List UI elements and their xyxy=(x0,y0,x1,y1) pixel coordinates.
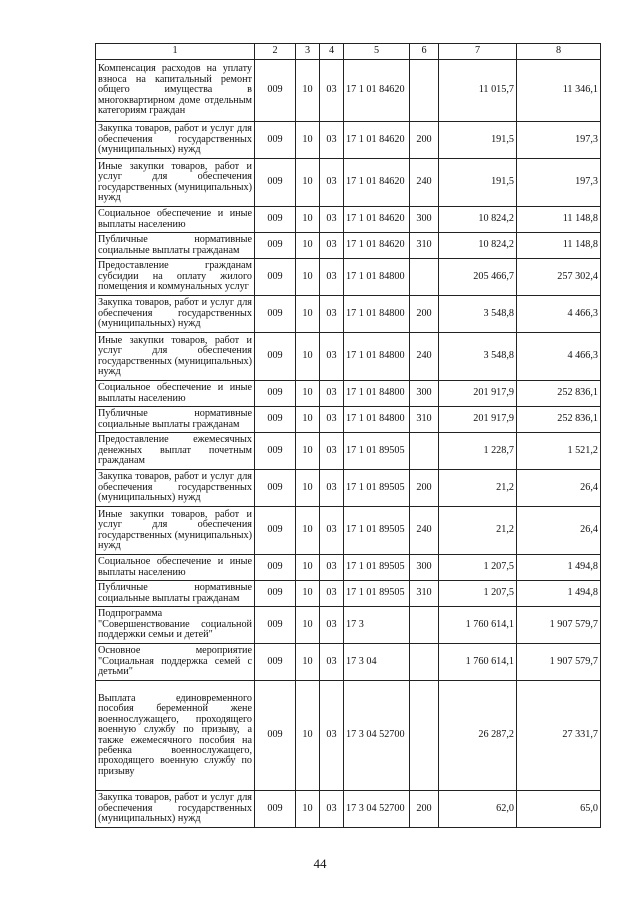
budget-table xyxy=(95,43,601,828)
table-cell-target-article: 17 1 01 89505 xyxy=(344,555,410,581)
table-cell-section: 10 xyxy=(296,791,320,828)
table-cell-section: 10 xyxy=(296,681,320,791)
table-cell-name: Предоставление гражданам субсидии на оплату жилого помещения и коммунальных услуг xyxy=(96,259,255,296)
table-cell-target-article: 17 1 01 89505 xyxy=(344,433,410,470)
table-cell-amount: 4 466,3 xyxy=(517,333,601,381)
table-cell-section: 10 xyxy=(296,60,320,122)
table-cell-amount: 11 148,8 xyxy=(517,207,601,233)
table-cell-amount: 1 207,5 xyxy=(439,581,517,607)
table-cell-amount: 191,5 xyxy=(439,122,517,159)
table-cell-subsection: 03 xyxy=(320,644,344,681)
table-row xyxy=(96,207,601,233)
table-cell-code: 009 xyxy=(255,333,296,381)
table-row xyxy=(96,791,601,828)
table-cell-name: Закупка товаров, работ и услуг для обеспечения государственных (муниципальных) нужд xyxy=(96,296,255,333)
table-cell-amount: 21,2 xyxy=(439,470,517,507)
table-row xyxy=(96,681,601,791)
table-cell-expense-type: 200 xyxy=(410,470,439,507)
table-cell-code: 009 xyxy=(255,207,296,233)
table-cell-amount: 27 331,7 xyxy=(517,681,601,791)
table-cell-expense-type xyxy=(410,607,439,644)
table-cell-name: Закупка товаров, работ и услуг для обеспечения государственных (муниципальных) нужд xyxy=(96,122,255,159)
table-cell-code: 009 xyxy=(255,433,296,470)
table-cell-subsection: 03 xyxy=(320,207,344,233)
table-cell-code: 009 xyxy=(255,233,296,259)
table-cell-amount: 1 760 614,1 xyxy=(439,607,517,644)
table-cell-amount: 1 907 579,7 xyxy=(517,607,601,644)
table-cell-amount: 257 302,4 xyxy=(517,259,601,296)
table-cell-code: 009 xyxy=(255,60,296,122)
table-cell-name: Иные закупки товаров, работ и услуг для обеспечения государственных (муниципальных) нужд xyxy=(96,507,255,555)
table-cell-target-article: 17 1 01 84800 xyxy=(344,333,410,381)
table-cell-expense-type: 310 xyxy=(410,581,439,607)
table-cell-target-article: 17 1 01 84800 xyxy=(344,407,410,433)
table-cell-code: 009 xyxy=(255,607,296,644)
table-cell-code: 009 xyxy=(255,507,296,555)
table-cell-amount: 10 824,2 xyxy=(439,233,517,259)
table-cell-section: 10 xyxy=(296,470,320,507)
table-cell-expense-type: 240 xyxy=(410,159,439,207)
table-cell-name: Иные закупки товаров, работ и услуг для обеспечения государственных (муниципальных) нужд xyxy=(96,333,255,381)
table-cell-section: 10 xyxy=(296,207,320,233)
table-cell-target-article: 17 1 01 84620 xyxy=(344,159,410,207)
table-cell-amount: 252 836,1 xyxy=(517,381,601,407)
table-cell-amount: 21,2 xyxy=(439,507,517,555)
table-cell-code: 009 xyxy=(255,644,296,681)
table-cell-amount: 11 148,8 xyxy=(517,233,601,259)
table-row xyxy=(96,581,601,607)
table-cell-amount: 26,4 xyxy=(517,470,601,507)
table-cell-name: Публичные нормативные социальные выплаты гражданам xyxy=(96,581,255,607)
table-cell-expense-type: 240 xyxy=(410,333,439,381)
table-cell-target-article: 17 1 01 84620 xyxy=(344,122,410,159)
table-cell-target-article: 17 1 01 89505 xyxy=(344,581,410,607)
table-cell-subsection: 03 xyxy=(320,607,344,644)
column-header: 7 xyxy=(439,44,517,60)
table-cell-expense-type xyxy=(410,259,439,296)
table-cell-subsection: 03 xyxy=(320,581,344,607)
table-cell-expense-type xyxy=(410,644,439,681)
table-cell-section: 10 xyxy=(296,381,320,407)
table-row xyxy=(96,555,601,581)
table-cell-amount: 1 228,7 xyxy=(439,433,517,470)
column-header: 1 xyxy=(96,44,255,60)
table-cell-amount: 1 494,8 xyxy=(517,581,601,607)
table-cell-expense-type: 300 xyxy=(410,555,439,581)
table-cell-target-article: 17 3 xyxy=(344,607,410,644)
table-cell-amount: 26,4 xyxy=(517,507,601,555)
table-cell-expense-type: 200 xyxy=(410,122,439,159)
table-cell-amount: 191,5 xyxy=(439,159,517,207)
table-cell-subsection: 03 xyxy=(320,555,344,581)
table-cell-expense-type xyxy=(410,433,439,470)
table-cell-amount: 1 494,8 xyxy=(517,555,601,581)
table-cell-expense-type: 310 xyxy=(410,233,439,259)
table-cell-name: Выплата единовременного пособия беременной жене военнослужащего, проходящего военную службу по призыву, а также ежемесячного пособия на ребенка военнослужащего, проходящего военную службу по призыву xyxy=(96,681,255,791)
table-cell-target-article: 17 1 01 89505 xyxy=(344,470,410,507)
table-cell-target-article: 17 1 01 89505 xyxy=(344,507,410,555)
table-row xyxy=(96,159,601,207)
table-cell-subsection: 03 xyxy=(320,159,344,207)
table-row xyxy=(96,122,601,159)
table-cell-amount: 197,3 xyxy=(517,159,601,207)
table-cell-subsection: 03 xyxy=(320,470,344,507)
table-cell-target-article: 17 3 04 52700 xyxy=(344,791,410,828)
table-cell-amount: 201 917,9 xyxy=(439,407,517,433)
table-cell-expense-type: 240 xyxy=(410,507,439,555)
table-row xyxy=(96,259,601,296)
table-row xyxy=(96,470,601,507)
table-cell-expense-type xyxy=(410,60,439,122)
table-cell-subsection: 03 xyxy=(320,681,344,791)
table-cell-code: 009 xyxy=(255,159,296,207)
table-row xyxy=(96,333,601,381)
column-header: 4 xyxy=(320,44,344,60)
table-cell-section: 10 xyxy=(296,433,320,470)
table-row xyxy=(96,381,601,407)
table-cell-expense-type: 200 xyxy=(410,791,439,828)
table-cell-code: 009 xyxy=(255,296,296,333)
table-cell-section: 10 xyxy=(296,296,320,333)
table-cell-code: 009 xyxy=(255,470,296,507)
table-cell-code: 009 xyxy=(255,681,296,791)
table-cell-amount: 26 287,2 xyxy=(439,681,517,791)
table-cell-subsection: 03 xyxy=(320,296,344,333)
table-cell-subsection: 03 xyxy=(320,233,344,259)
table-cell-name: Компенсация расходов на уплату взноса на капитальный ремонт общего имущества в многоквартирном доме отдельным категориям граждан xyxy=(96,60,255,122)
table-cell-amount: 11 346,1 xyxy=(517,60,601,122)
table-cell-amount: 1 907 579,7 xyxy=(517,644,601,681)
table-cell-amount: 1 521,2 xyxy=(517,433,601,470)
table-cell-subsection: 03 xyxy=(320,60,344,122)
table-cell-amount: 10 824,2 xyxy=(439,207,517,233)
page-number: 44 xyxy=(313,856,327,871)
table-row xyxy=(96,407,601,433)
table-body xyxy=(96,60,601,828)
table-cell-section: 10 xyxy=(296,581,320,607)
column-header: 6 xyxy=(410,44,439,60)
table-cell-code: 009 xyxy=(255,791,296,828)
table-cell-name: Публичные нормативные социальные выплаты гражданам xyxy=(96,407,255,433)
table-cell-section: 10 xyxy=(296,259,320,296)
table-cell-code: 009 xyxy=(255,581,296,607)
table-cell-section: 10 xyxy=(296,233,320,259)
table-cell-code: 009 xyxy=(255,555,296,581)
table-cell-subsection: 03 xyxy=(320,259,344,296)
table-cell-section: 10 xyxy=(296,333,320,381)
table-cell-name: Публичные нормативные социальные выплаты гражданам xyxy=(96,233,255,259)
table-cell-section: 10 xyxy=(296,644,320,681)
table-cell-name: Иные закупки товаров, работ и услуг для обеспечения государственных (муниципальных) нужд xyxy=(96,159,255,207)
table-cell-code: 009 xyxy=(255,407,296,433)
table-cell-section: 10 xyxy=(296,407,320,433)
table-row xyxy=(96,233,601,259)
table-row xyxy=(96,60,601,122)
table-cell-target-article: 17 3 04 52700 xyxy=(344,681,410,791)
table-row xyxy=(96,296,601,333)
table-cell-name: Предоставление ежемесячных денежных выплат почетным гражданам xyxy=(96,433,255,470)
table-cell-subsection: 03 xyxy=(320,381,344,407)
table-cell-name: Социальное обеспечение и иные выплаты населению xyxy=(96,555,255,581)
table-cell-code: 009 xyxy=(255,259,296,296)
table-cell-subsection: 03 xyxy=(320,333,344,381)
table-cell-amount: 3 548,8 xyxy=(439,296,517,333)
table-row xyxy=(96,433,601,470)
table-cell-subsection: 03 xyxy=(320,507,344,555)
table-cell-amount: 197,3 xyxy=(517,122,601,159)
table-cell-code: 009 xyxy=(255,122,296,159)
table-cell-section: 10 xyxy=(296,607,320,644)
column-header: 5 xyxy=(344,44,410,60)
table-cell-amount: 252 836,1 xyxy=(517,407,601,433)
table-header-row xyxy=(96,44,601,60)
table-cell-subsection: 03 xyxy=(320,791,344,828)
table-cell-subsection: 03 xyxy=(320,433,344,470)
table-cell-section: 10 xyxy=(296,159,320,207)
table-row xyxy=(96,607,601,644)
table-cell-section: 10 xyxy=(296,122,320,159)
table-cell-subsection: 03 xyxy=(320,407,344,433)
table-cell-name: Закупка товаров, работ и услуг для обеспечения государственных (муниципальных) нужд xyxy=(96,791,255,828)
table-cell-target-article: 17 3 04 xyxy=(344,644,410,681)
table-cell-amount: 4 466,3 xyxy=(517,296,601,333)
table-cell-target-article: 17 1 01 84800 xyxy=(344,381,410,407)
table-cell-section: 10 xyxy=(296,555,320,581)
table-cell-target-article: 17 1 01 84800 xyxy=(344,296,410,333)
table-cell-amount: 65,0 xyxy=(517,791,601,828)
table-cell-target-article: 17 1 01 84800 xyxy=(344,259,410,296)
table-cell-expense-type: 200 xyxy=(410,296,439,333)
table-cell-name: Закупка товаров, работ и услуг для обеспечения государственных (муниципальных) нужд xyxy=(96,470,255,507)
table-cell-target-article: 17 1 01 84620 xyxy=(344,60,410,122)
table-cell-expense-type: 310 xyxy=(410,407,439,433)
table-cell-name: Социальное обеспечение и иные выплаты населению xyxy=(96,381,255,407)
column-header: 2 xyxy=(255,44,296,60)
table-cell-amount: 1 760 614,1 xyxy=(439,644,517,681)
table-cell-amount: 1 207,5 xyxy=(439,555,517,581)
column-header: 8 xyxy=(517,44,601,60)
table-cell-expense-type xyxy=(410,681,439,791)
table-cell-target-article: 17 1 01 84620 xyxy=(344,207,410,233)
table-cell-name: Основное мероприятие "Социальная поддержка семей с детьми" xyxy=(96,644,255,681)
table-row xyxy=(96,507,601,555)
table-cell-expense-type: 300 xyxy=(410,381,439,407)
table-row xyxy=(96,644,601,681)
table-cell-expense-type: 300 xyxy=(410,207,439,233)
table-cell-name: Социальное обеспечение и иные выплаты населению xyxy=(96,207,255,233)
table-cell-amount: 62,0 xyxy=(439,791,517,828)
table-cell-amount: 11 015,7 xyxy=(439,60,517,122)
column-header: 3 xyxy=(296,44,320,60)
table-cell-subsection: 03 xyxy=(320,122,344,159)
table-cell-name: Подпрограмма "Совершенствование социальной поддержки семьи и детей" xyxy=(96,607,255,644)
table-cell-code: 009 xyxy=(255,381,296,407)
table-cell-amount: 205 466,7 xyxy=(439,259,517,296)
table-cell-section: 10 xyxy=(296,507,320,555)
table-cell-amount: 201 917,9 xyxy=(439,381,517,407)
table-cell-amount: 3 548,8 xyxy=(439,333,517,381)
table-cell-target-article: 17 1 01 84620 xyxy=(344,233,410,259)
